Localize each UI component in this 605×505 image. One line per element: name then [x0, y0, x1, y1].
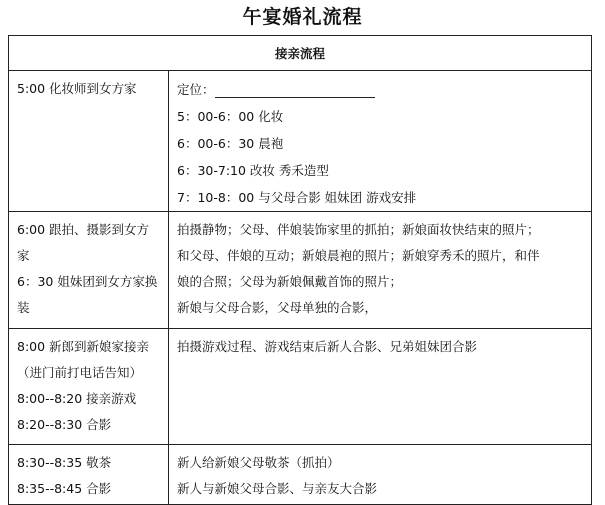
detail-cell: [169, 445, 592, 505]
detail-line: 6：30-7:10 改妆 秀禾造型: [177, 163, 329, 178]
time-line: 6：30 姐妹团到女方家换: [17, 274, 158, 289]
time-cell: [9, 445, 169, 505]
time-line: 8:30--8:35 敬茶: [17, 455, 112, 470]
time-line: 家: [17, 248, 30, 263]
detail-line: 拍摄静物；父母、伴娘装饰家里的抓拍；新娘面妆快结束的照片；: [177, 222, 540, 237]
detail-cell: [169, 71, 592, 212]
time-cell: [9, 212, 169, 329]
time-cell: [9, 71, 169, 212]
detail-line: 和父母、伴娘的互动；新娘晨袍的照片；新娘穿秀禾的照片，和伴: [177, 248, 540, 263]
detail-line: 拍摄游戏过程、游戏结束后新人合影、兄弟姐妹团合影: [177, 339, 478, 354]
time-line: 6:00 跟拍、摄影到女方: [17, 222, 150, 237]
time-line: 8:20--8:30 合影: [17, 417, 112, 432]
schedule-table: [8, 35, 592, 505]
position-line: [177, 76, 591, 103]
detail-line: 娘的合照；父母为新娘佩戴首饰的照片；: [177, 274, 403, 289]
section-header-row: [9, 36, 592, 71]
table-row: [9, 445, 592, 505]
time-line: 8:00 新郎到新娘家接亲: [17, 339, 150, 354]
position-blank: [215, 81, 375, 98]
document-title: 午宴婚礼流程: [242, 6, 363, 28]
table-row: [9, 329, 592, 445]
detail-line: 新人与新娘父母合影、与亲友大合影: [177, 481, 378, 496]
time-line: 5:00 化妆师到女方家: [17, 81, 137, 96]
detail-line: 6：00-6：30 晨袍: [177, 136, 284, 151]
detail-line: 新人给新娘父母敬茶（抓拍）: [177, 455, 340, 470]
detail-cell: [169, 212, 592, 329]
table-row: [9, 71, 592, 212]
position-label: 定位：: [177, 82, 215, 97]
time-line: 8:00--8:20 接亲游戏: [17, 391, 137, 406]
time-line: 8:35--8:45 合影: [17, 481, 112, 496]
table-row: [9, 212, 592, 329]
detail-line: 7：10-8：00 与父母合影 姐妹团 游戏安排: [177, 190, 417, 205]
section-title: 接亲流程: [9, 36, 592, 71]
time-cell: [9, 329, 169, 445]
time-line: 装: [17, 300, 30, 315]
detail-line: 5：00-6：00 化妆: [177, 109, 284, 124]
time-line: （进门前打电话告知）: [17, 365, 143, 380]
detail-line: 新娘与父母合影，父母单独的合影，: [177, 300, 378, 315]
detail-cell: [169, 329, 592, 445]
